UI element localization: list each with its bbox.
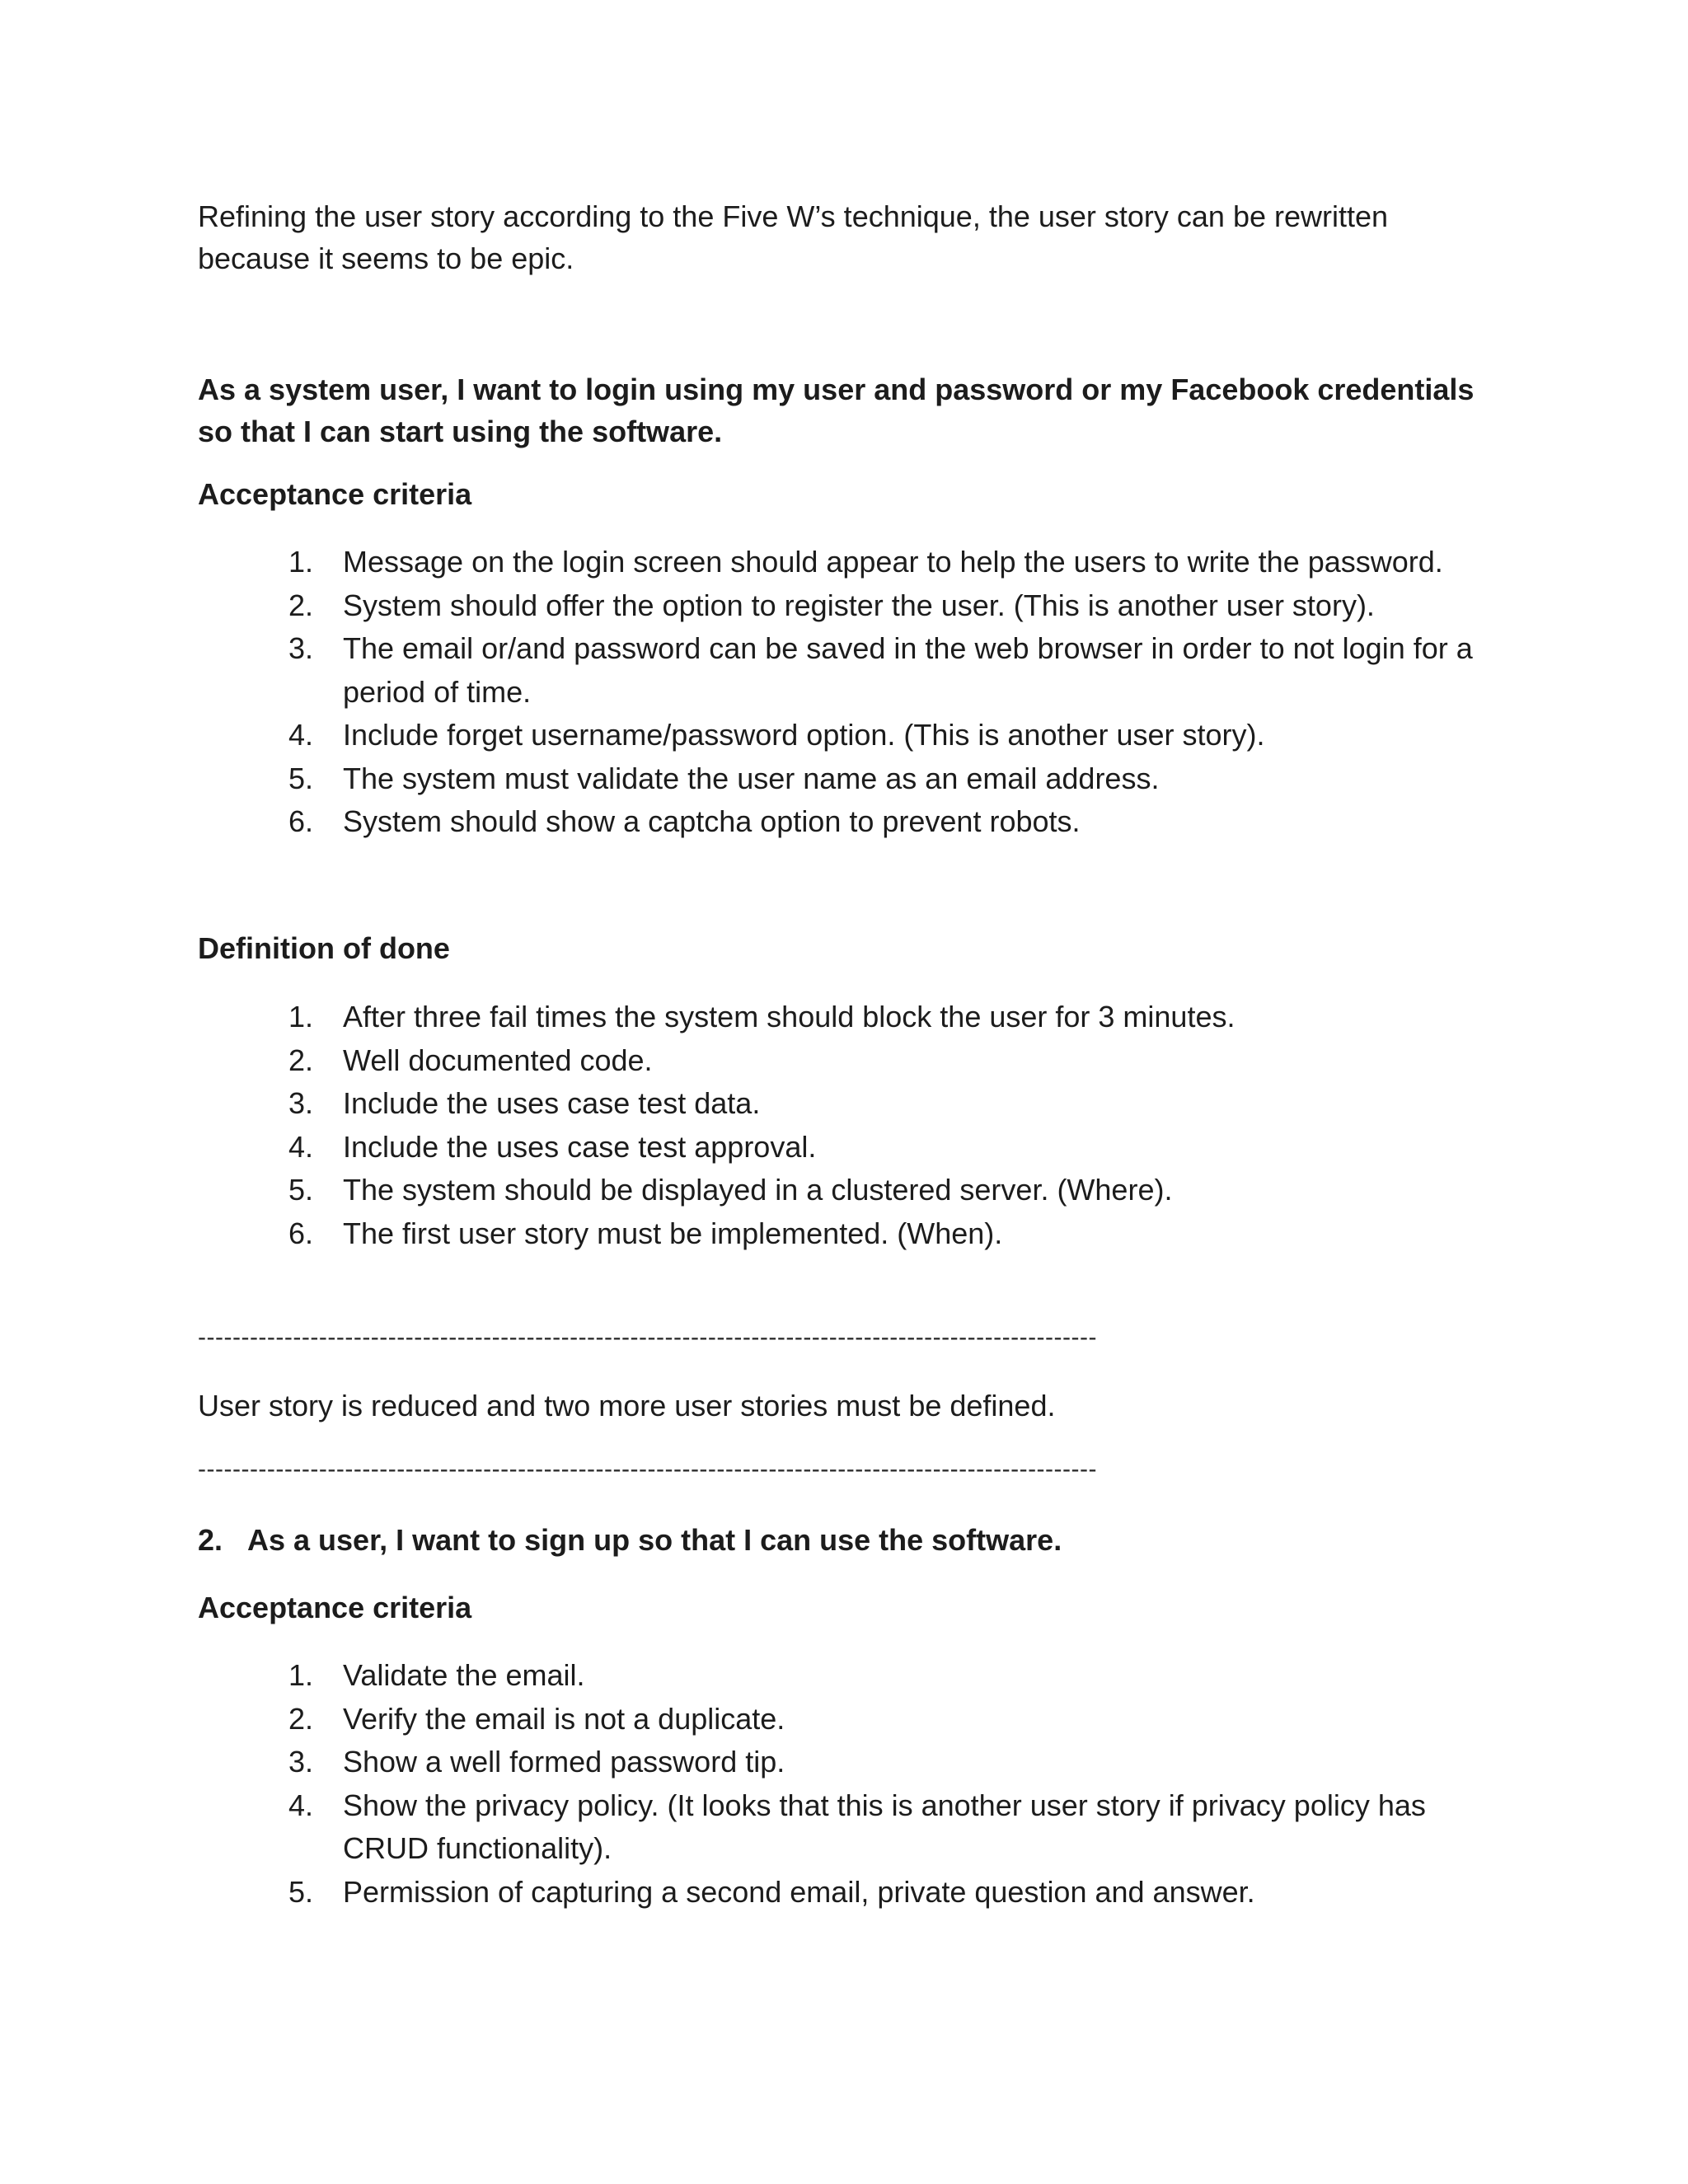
user-story-login: As a system user, I want to login using my user and password or my Facebook credentials so that I can start using the software. [198, 373, 1475, 448]
list-item-number: 6. [288, 1216, 314, 1250]
list-item [288, 541, 1484, 584]
list-item-number: 3. [288, 1086, 314, 1120]
user-story-signup [198, 1519, 1062, 1561]
list-item [288, 1698, 1484, 1741]
list-item-number: 5. [288, 1173, 314, 1207]
definition-of-done-list [288, 996, 1484, 1255]
list-item-number: 1. [288, 1658, 314, 1692]
list-item [288, 1741, 1484, 1784]
list-item-text: Include forget username/password option. (This is another user story). [343, 718, 1265, 752]
user-story-signup-text: As a user, I want to sign up so that I can use the software. [247, 1523, 1062, 1557]
list-item-text: After three fail times the system should block the user for 3 minutes. [343, 1000, 1236, 1033]
list-item [288, 1871, 1484, 1915]
list-item-number: 2. [288, 1043, 314, 1077]
list-item-number: 3. [288, 1745, 314, 1779]
list-item-number: 4. [288, 1788, 314, 1822]
list-item-text: Message on the login screen should appear to help the users to write the password. [343, 545, 1443, 579]
reduction-note: User story is reduced and two more user stories must be defined. [198, 1389, 1056, 1422]
list-item-number: 1. [288, 1000, 314, 1033]
list-item-text: The system must validate the user name as an email address. [343, 761, 1160, 795]
list-item-number: 1. [288, 545, 314, 579]
list-item [288, 800, 1484, 844]
list-item-number: 3. [288, 631, 314, 665]
list-item-number: 4. [288, 718, 314, 752]
separator-line-top: -------------------------------------------------------------------------------------------------------- [198, 1324, 1097, 1351]
definition-of-done-heading: Definition of done [198, 931, 450, 965]
list-item-text: System should show a captcha option to prevent robots. [343, 804, 1081, 838]
list-item [288, 1784, 1484, 1871]
list-item [288, 1126, 1484, 1169]
list-item [288, 996, 1484, 1039]
list-item-text: Show the privacy policy. (It looks that this is another user story if privacy policy has CRUD functionality). [343, 1788, 1426, 1865]
list-item [288, 1082, 1484, 1126]
list-item [288, 627, 1484, 714]
acceptance-criteria-list-2 [288, 1654, 1484, 1914]
list-item-number: 5. [288, 761, 314, 795]
list-item [288, 757, 1484, 801]
list-item [288, 1212, 1484, 1256]
list-item-text: Verify the email is not a duplicate. [343, 1701, 785, 1736]
list-item-text: Include the uses case test data. [343, 1086, 761, 1120]
acceptance-criteria-heading-1: Acceptance criteria [198, 477, 472, 511]
list-item-text: Validate the email. [343, 1658, 585, 1692]
list-item-text: The email or/and password can be saved in the web browser in order to not login for a period of time. [343, 631, 1473, 709]
list-item-text: System should offer the option to register the user. (This is another user story). [343, 588, 1375, 622]
list-item-number: 2. [288, 1701, 314, 1736]
list-item-number: 4. [288, 1129, 314, 1164]
list-item-text: Well documented code. [343, 1043, 653, 1077]
list-item-text: Permission of capturing a second email, private question and answer. [343, 1874, 1255, 1909]
list-item-text: The system should be displayed in a clustered server. (Where). [343, 1173, 1173, 1207]
list-item [288, 1169, 1484, 1212]
list-item-text: The first user story must be implemented. (When). [343, 1216, 1003, 1250]
list-item-number: 2. [288, 588, 314, 622]
list-item [288, 714, 1484, 757]
intro-paragraph: Refining the user story according to the Five W’s technique, the user story can be rewritten because it seems to be epic. [198, 199, 1389, 275]
list-item [288, 1039, 1484, 1083]
list-item-number: 6. [288, 804, 314, 838]
list-item [288, 584, 1484, 628]
acceptance-criteria-heading-2: Acceptance criteria [198, 1591, 472, 1624]
separator-line-bottom: -------------------------------------------------------------------------------------------------------- [198, 1455, 1097, 1483]
user-story-number: 2. [198, 1523, 223, 1557]
list-item [288, 1654, 1484, 1698]
acceptance-criteria-list-1 [288, 541, 1484, 844]
list-item-text: Include the uses case test approval. [343, 1129, 817, 1164]
list-item-number: 5. [288, 1874, 314, 1909]
list-item-text: Show a well formed password tip. [343, 1745, 785, 1779]
